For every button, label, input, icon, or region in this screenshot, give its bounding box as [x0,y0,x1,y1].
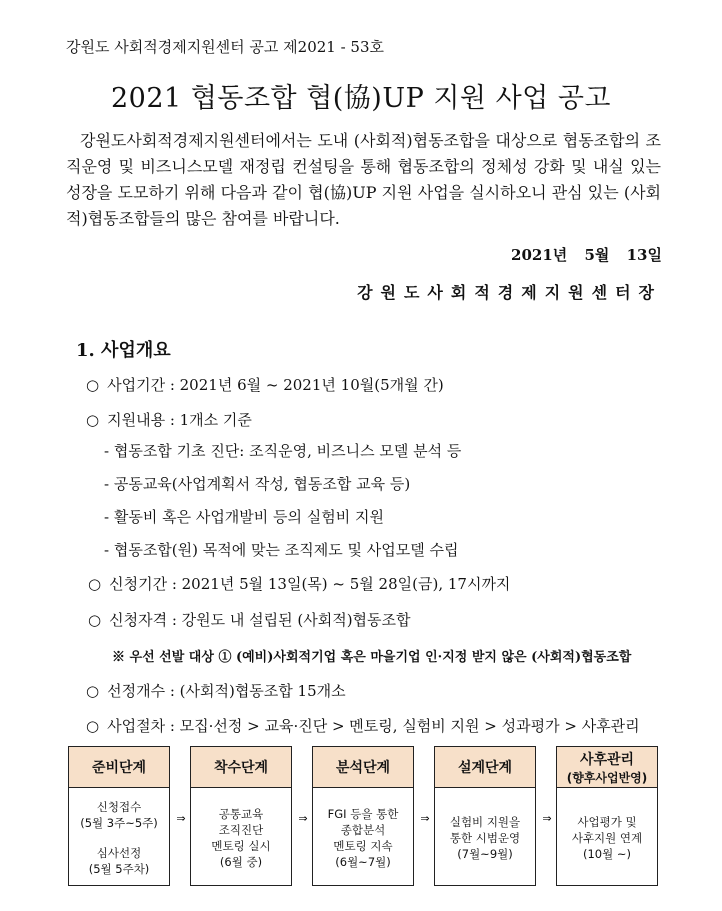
step-header [69,747,169,788]
page-title: 2021 협동조합 협(協)UP 지원 사업 공고 [110,83,612,114]
bullet-circle-icon: ○ [88,611,102,629]
content-item: - 활동비 혹은 사업개발비 등의 실험비 지원 [104,508,385,526]
signer: 강원도사회적경제지원센터장 [357,283,662,302]
procedure [86,715,640,736]
process-steps [68,746,658,886]
announcement-date: 2021년 5월 13일 [511,246,662,264]
step-line: 멘토링 지속 [333,838,393,853]
step-preparation [68,746,170,886]
step-line: (7월~9월) [457,846,513,861]
priority-note: ※ 우선 선발 대상 ① (예비)사회적기업 혹은 마을기업 인·지정 받지 않은 (사회적)협동조합 [112,650,632,665]
step-header [191,747,291,788]
arrow-right-icon: ⇒ [420,812,430,825]
content-item: - 공동교육(사업계획서 작성, 협동조합 교육 등) [104,475,411,493]
step-title: 준비단계 [91,760,147,776]
step-header [557,747,657,788]
procedure-text: 사업절차 : 모집·선정 > 교육·진단 > 멘토링, 실험비 지원 > 성과평가 > 사후관리 [107,717,640,735]
eligibility [88,609,411,630]
step-line: (5월 5주차) [88,861,150,876]
step-design [434,746,536,886]
bullet-circle-icon: ○ [86,411,100,429]
step-body [69,788,169,887]
notice-number: 강원도 사회적경제지원센터 공고 제2021 - 53호 [66,38,385,56]
application-period [88,573,510,594]
step-line: (6월~7월) [335,854,391,869]
step-line: 통한 시범운영 [449,830,521,845]
step-line: 멘토링 실시 [211,838,271,853]
step-line: 신청접수 [96,799,142,814]
selection-count [86,680,346,701]
step-title: 사후관리 [579,751,635,768]
arrow-right-icon: ⇒ [176,812,186,825]
application-period-text: 신청기간 : 2021년 5월 13일(목) ~ 5월 28일(금), 17시까지 [109,575,511,593]
step-header [435,747,535,788]
step-title: 설계단계 [457,760,513,776]
step-line: (5월 3주~5주) [80,815,158,830]
step-line: 공통교육 [218,806,264,821]
intro-text [66,128,661,232]
arrow-right-icon: ⇒ [542,812,552,825]
step-title: 착수단계 [213,760,269,776]
step-body [191,788,291,887]
eligibility-text: 신청자격 : 강원도 내 설립된 (사회적)협동조합 [109,611,411,629]
step-line: 조직진단 [218,822,264,837]
arrow-right-icon: ⇒ [298,812,308,825]
step-start [190,746,292,886]
step-line: 종합분석 [340,822,386,837]
step-line: 사업평가 및 [577,814,637,829]
step-line: 실험비 지원을 [449,814,521,829]
selection-count-text: 선정개수 : (사회적)협동조합 15개소 [107,682,346,700]
bullet-circle-icon: ○ [86,682,100,700]
step-body [313,788,413,887]
business-period [86,374,444,395]
support-content [86,409,252,430]
step-followup [556,746,658,886]
support-content-text: 지원내용 : 1개소 기준 [107,411,252,429]
content-item: - 협동조합 기초 진단: 조직운영, 비즈니스 모델 분석 등 [104,442,462,460]
step-line: 심사선정 [96,845,142,860]
content-item: - 협동조합(원) 목적에 맞는 조직제도 및 사업모델 수립 [104,541,459,559]
intro-paragraph: 강원도사회적경제지원센터에서는 도내 (사회적)협동조합을 대상으로 협동조합의 조직운영 및 비즈니스모델 재정립 컨설팅을 통해 협동조합의 정체성 강화 및 내실 있는 성장을 도모하기 위해 다음과 같이 협(協)UP 지원 사업을 실시하오니 관심 있는 (사회적)협동조합들의 많은 참여를 바랍니다. [66,131,661,228]
step-header [313,747,413,788]
step-line: FGI 등을 통한 [327,806,399,821]
step-line: 사후지원 연계 [571,830,643,845]
step-line: (10월 ~) [582,846,631,861]
step-body [435,788,535,887]
step-analysis [312,746,414,886]
step-subtitle: (향후사업반영) [566,770,648,785]
bullet-circle-icon: ○ [86,376,100,394]
bullet-circle-icon: ○ [86,717,100,735]
business-period-text: 사업기간 : 2021년 6월 ~ 2021년 10월(5개월 간) [107,376,444,394]
section-title: 1. 사업개요 [76,340,171,361]
step-body [557,788,657,887]
step-title: 분석단계 [335,760,391,776]
step-line: (6월 중) [219,854,263,869]
bullet-circle-icon: ○ [88,575,102,593]
